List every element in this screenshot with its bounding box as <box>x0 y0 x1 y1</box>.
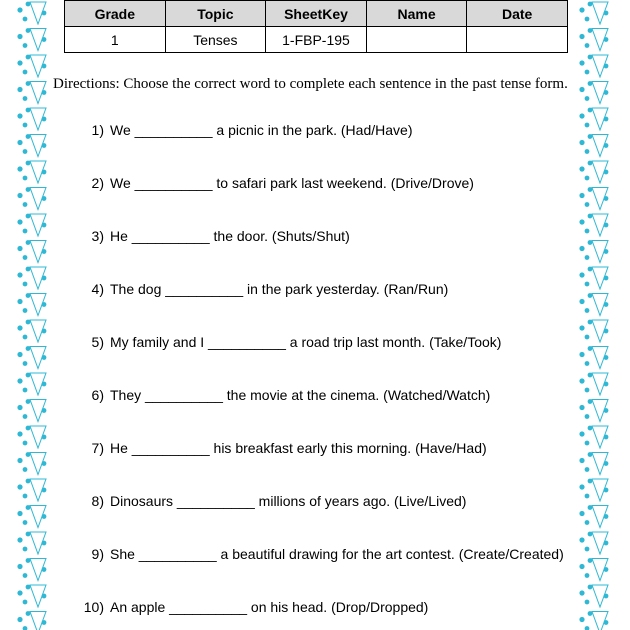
border-dot-icon <box>17 511 22 516</box>
border-dot-icon <box>23 494 28 499</box>
border-dot-icon <box>588 240 593 245</box>
border-dot-icon <box>42 541 47 546</box>
border-dot-icon <box>23 176 28 181</box>
border-dot-icon <box>17 60 22 65</box>
border-pattern <box>14 0 54 630</box>
border-dot-icon <box>17 590 22 595</box>
border-dot-icon <box>26 585 31 590</box>
border-dot-icon <box>17 193 22 198</box>
border-dot-icon <box>588 2 593 7</box>
question-text: An apple __________ on his head. (Drop/Dropped) <box>110 599 429 615</box>
border-dot-icon <box>585 43 590 48</box>
border-dot-icon <box>26 505 31 510</box>
sheetkey-value: 1-FBP-195 <box>266 27 367 53</box>
border-dot-icon <box>23 520 28 525</box>
border-dot-icon <box>604 620 609 625</box>
border-dot-icon <box>585 441 590 446</box>
question-number: 10) <box>83 599 104 615</box>
border-dot-icon <box>588 55 593 60</box>
border-dot-icon <box>26 55 31 60</box>
question-text: Dinosaurs __________ millions of years ago. (Live/Lived) <box>110 493 467 509</box>
grade-value: 1 <box>65 27 166 53</box>
border-dot-icon <box>588 452 593 457</box>
question-item <box>70 228 570 244</box>
border-dot-icon <box>579 193 584 198</box>
border-dot-icon <box>588 214 593 219</box>
directions-text: Directions: Choose the correct word to complete each sentence in the past tense form. <box>53 76 568 92</box>
border-dot-icon <box>579 87 584 92</box>
border-dot-icon <box>585 202 590 207</box>
border-dot-icon <box>23 96 28 101</box>
grade-header: Grade <box>65 1 166 27</box>
border-dot-icon <box>42 117 47 122</box>
border-dot-icon <box>588 479 593 484</box>
border-dot-icon <box>26 214 31 219</box>
border-dot-icon <box>23 202 28 207</box>
border-dot-icon <box>17 272 22 277</box>
border-pattern <box>576 0 616 630</box>
border-dot-icon <box>17 7 22 12</box>
border-dot-icon <box>604 64 609 69</box>
border-dot-icon <box>588 187 593 192</box>
border-dot-icon <box>585 17 590 22</box>
border-dot-icon <box>42 329 47 334</box>
border-dot-icon <box>26 187 31 192</box>
topic-value: Tenses <box>165 27 266 53</box>
border-dot-icon <box>604 196 609 201</box>
border-dot-icon <box>579 166 584 171</box>
border-dot-icon <box>588 373 593 378</box>
border-dot-icon <box>23 282 28 287</box>
border-dot-icon <box>585 123 590 128</box>
sheetkey-header: SheetKey <box>266 1 367 27</box>
border-dot-icon <box>585 70 590 75</box>
border-dot-icon <box>585 573 590 578</box>
border-dot-icon <box>17 405 22 410</box>
border-dot-icon <box>26 134 31 139</box>
question-item <box>70 546 570 562</box>
border-dot-icon <box>17 246 22 251</box>
border-dot-icon <box>42 276 47 281</box>
border-dot-icon <box>23 361 28 366</box>
border-dot-icon <box>585 467 590 472</box>
border-dot-icon <box>579 34 584 39</box>
date-header: Date <box>467 1 568 27</box>
border-dot-icon <box>604 90 609 95</box>
header-info-table <box>64 0 568 53</box>
question-number: 4) <box>91 281 104 297</box>
border-dot-icon <box>42 196 47 201</box>
question-number: 5) <box>91 334 104 350</box>
question-item <box>70 281 570 297</box>
question-text: He __________ the door. (Shuts/Shut) <box>110 228 350 244</box>
border-dot-icon <box>585 494 590 499</box>
border-dot-icon <box>579 537 584 542</box>
border-dot-icon <box>579 325 584 330</box>
border-dot-icon <box>585 547 590 552</box>
border-dot-icon <box>42 594 47 599</box>
border-dot-icon <box>579 378 584 383</box>
border-dot-icon <box>26 611 31 616</box>
question-item <box>70 493 570 509</box>
border-dot-icon <box>604 249 609 254</box>
name-header: Name <box>366 1 467 27</box>
border-dot-icon <box>42 620 47 625</box>
border-dot-icon <box>42 408 47 413</box>
border-dot-icon <box>23 388 28 393</box>
border-dot-icon <box>26 320 31 325</box>
border-dot-icon <box>588 134 593 139</box>
border-dot-icon <box>17 352 22 357</box>
question-text: We __________ a picnic in the park. (Had/Have) <box>110 122 413 138</box>
border-dot-icon <box>26 240 31 245</box>
border-dot-icon <box>585 308 590 313</box>
border-dot-icon <box>585 388 590 393</box>
border-dot-icon <box>604 435 609 440</box>
border-dot-icon <box>23 414 28 419</box>
question-number: 3) <box>91 228 104 244</box>
border-dot-icon <box>42 223 47 228</box>
border-dot-icon <box>17 34 22 39</box>
border-dot-icon <box>23 70 28 75</box>
border-dot-icon <box>604 276 609 281</box>
question-text: She __________ a beautiful drawing for the art contest. (Create/Created) <box>110 546 564 562</box>
border-dot-icon <box>604 170 609 175</box>
border-dot-icon <box>588 532 593 537</box>
question-item <box>70 599 570 615</box>
border-dot-icon <box>579 564 584 569</box>
border-dot-icon <box>42 514 47 519</box>
border-dot-icon <box>604 11 609 16</box>
border-dot-icon <box>579 511 584 516</box>
border-dot-icon <box>604 143 609 148</box>
border-dot-icon <box>585 414 590 419</box>
border-dot-icon <box>23 123 28 128</box>
border-dot-icon <box>26 108 31 113</box>
border-dot-icon <box>42 11 47 16</box>
question-item <box>70 334 570 350</box>
value-row <box>65 27 568 53</box>
border-dot-icon <box>23 229 28 234</box>
border-dot-icon <box>579 246 584 251</box>
border-dot-icon <box>17 140 22 145</box>
border-dot-icon <box>26 479 31 484</box>
border-dot-icon <box>585 229 590 234</box>
question-text: The dog __________ in the park yesterday. (Ran/Run) <box>110 281 449 297</box>
border-dot-icon <box>23 255 28 260</box>
border-dot-icon <box>26 2 31 7</box>
border-dot-icon <box>588 558 593 563</box>
border-dot-icon <box>579 405 584 410</box>
border-dot-icon <box>579 113 584 118</box>
border-dot-icon <box>23 17 28 22</box>
border-dot-icon <box>579 140 584 145</box>
border-dot-icon <box>26 532 31 537</box>
border-dot-icon <box>17 484 22 489</box>
border-dot-icon <box>604 302 609 307</box>
border-dot-icon <box>604 117 609 122</box>
border-dot-icon <box>588 293 593 298</box>
question-number: 9) <box>91 546 104 562</box>
border-dot-icon <box>17 431 22 436</box>
question-text: My family and I __________ a road trip last month. (Take/Took) <box>110 334 502 350</box>
border-dot-icon <box>26 28 31 33</box>
question-item <box>70 175 570 191</box>
border-dot-icon <box>585 255 590 260</box>
border-dot-icon <box>17 617 22 622</box>
border-dot-icon <box>579 299 584 304</box>
border-dot-icon <box>26 452 31 457</box>
border-dot-icon <box>585 96 590 101</box>
border-dot-icon <box>579 7 584 12</box>
border-dot-icon <box>17 325 22 330</box>
border-dot-icon <box>588 81 593 86</box>
border-dot-icon <box>588 28 593 33</box>
right-decorative-border <box>576 0 616 630</box>
border-dot-icon <box>588 399 593 404</box>
border-dot-icon <box>17 113 22 118</box>
left-decorative-border <box>14 0 54 630</box>
border-dot-icon <box>588 267 593 272</box>
border-dot-icon <box>26 267 31 272</box>
border-dot-icon <box>585 520 590 525</box>
question-text: They __________ the movie at the cinema. (Watched/Watch) <box>110 387 491 403</box>
border-dot-icon <box>579 431 584 436</box>
border-dot-icon <box>588 320 593 325</box>
border-dot-icon <box>17 219 22 224</box>
border-dot-icon <box>588 611 593 616</box>
border-dot-icon <box>42 382 47 387</box>
topic-header: Topic <box>165 1 266 27</box>
border-dot-icon <box>588 161 593 166</box>
question-number: 1) <box>91 122 104 138</box>
border-dot-icon <box>604 329 609 334</box>
border-dot-icon <box>604 37 609 42</box>
border-dot-icon <box>42 143 47 148</box>
border-dot-icon <box>585 149 590 154</box>
border-dot-icon <box>579 484 584 489</box>
border-dot-icon <box>588 346 593 351</box>
border-dot-icon <box>585 282 590 287</box>
question-item <box>70 387 570 403</box>
border-dot-icon <box>588 505 593 510</box>
question-text: We __________ to safari park last weekend. (Drive/Drove) <box>110 175 474 191</box>
question-item <box>70 122 570 138</box>
border-dot-icon <box>42 355 47 360</box>
border-dot-icon <box>42 170 47 175</box>
date-field[interactable] <box>467 27 568 53</box>
border-dot-icon <box>23 547 28 552</box>
border-dot-icon <box>585 176 590 181</box>
border-dot-icon <box>42 461 47 466</box>
border-dot-icon <box>23 600 28 605</box>
border-dot-icon <box>26 399 31 404</box>
border-dot-icon <box>588 108 593 113</box>
border-dot-icon <box>42 90 47 95</box>
border-dot-icon <box>42 488 47 493</box>
header-row <box>65 1 568 27</box>
border-dot-icon <box>604 514 609 519</box>
border-dot-icon <box>579 272 584 277</box>
question-number: 2) <box>91 175 104 191</box>
border-dot-icon <box>585 335 590 340</box>
border-dot-icon <box>23 308 28 313</box>
border-dot-icon <box>604 488 609 493</box>
border-dot-icon <box>26 293 31 298</box>
question-text: He __________ his breakfast early this morning. (Have/Had) <box>110 440 487 456</box>
border-dot-icon <box>17 87 22 92</box>
border-dot-icon <box>604 594 609 599</box>
border-dot-icon <box>26 558 31 563</box>
border-dot-icon <box>23 626 28 630</box>
question-number: 7) <box>91 440 104 456</box>
border-dot-icon <box>579 458 584 463</box>
border-dot-icon <box>42 302 47 307</box>
border-dot-icon <box>26 373 31 378</box>
border-dot-icon <box>23 441 28 446</box>
border-dot-icon <box>579 60 584 65</box>
border-dot-icon <box>23 149 28 154</box>
border-dot-icon <box>604 567 609 572</box>
question-number: 8) <box>91 493 104 509</box>
border-dot-icon <box>604 461 609 466</box>
border-dot-icon <box>23 467 28 472</box>
border-dot-icon <box>604 541 609 546</box>
border-dot-icon <box>42 567 47 572</box>
border-dot-icon <box>42 37 47 42</box>
border-dot-icon <box>579 617 584 622</box>
border-dot-icon <box>579 590 584 595</box>
border-dot-icon <box>17 166 22 171</box>
border-dot-icon <box>579 219 584 224</box>
border-dot-icon <box>23 335 28 340</box>
border-dot-icon <box>17 564 22 569</box>
name-field[interactable] <box>366 27 467 53</box>
border-dot-icon <box>604 355 609 360</box>
border-dot-icon <box>17 537 22 542</box>
border-dot-icon <box>579 352 584 357</box>
border-dot-icon <box>42 64 47 69</box>
border-dot-icon <box>17 458 22 463</box>
border-dot-icon <box>585 626 590 630</box>
border-dot-icon <box>42 435 47 440</box>
question-item <box>70 440 570 456</box>
border-dot-icon <box>23 43 28 48</box>
border-dot-icon <box>42 249 47 254</box>
border-dot-icon <box>23 573 28 578</box>
border-dot-icon <box>585 600 590 605</box>
border-dot-icon <box>26 81 31 86</box>
border-dot-icon <box>17 299 22 304</box>
border-dot-icon <box>17 378 22 383</box>
border-dot-icon <box>26 346 31 351</box>
border-dot-icon <box>585 361 590 366</box>
question-number: 6) <box>91 387 104 403</box>
border-dot-icon <box>604 382 609 387</box>
border-dot-icon <box>588 585 593 590</box>
border-dot-icon <box>26 426 31 431</box>
border-dot-icon <box>604 223 609 228</box>
border-dot-icon <box>604 408 609 413</box>
border-dot-icon <box>588 426 593 431</box>
border-dot-icon <box>26 161 31 166</box>
